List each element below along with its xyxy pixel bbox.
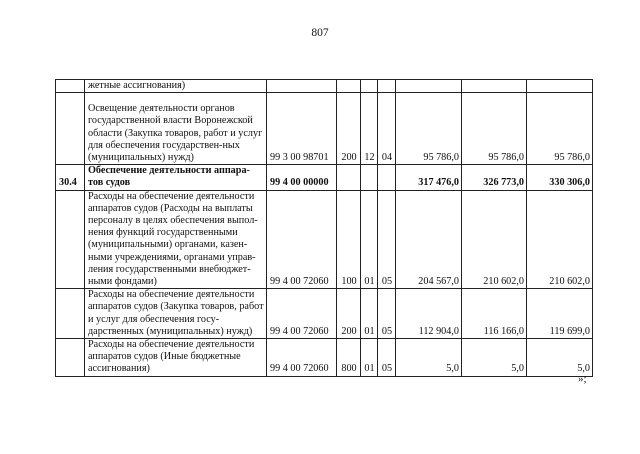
expense-type-cell: 100 (337, 190, 361, 289)
page-number: 807 (311, 27, 329, 39)
target-article-code-cell: 99 3 00 98701 (267, 93, 337, 165)
amount-year1-cell: 95 786,0 (396, 93, 462, 165)
description-cell: Освещение деятельности органов государственной власти Воронежской области (Закупка товаров, работ и услуг для обеспечения государствен-ных (муниципальных) нужд) (85, 93, 267, 165)
section-code-cell (361, 80, 378, 93)
subsection-code-cell: 05 (378, 289, 396, 339)
section-code-cell: 01 (361, 289, 378, 339)
amount-year3-cell: 95 786,0 (527, 93, 593, 165)
target-article-code-cell: 99 4 00 72060 (267, 339, 337, 377)
table-row (56, 93, 593, 165)
section-code-cell: 12 (361, 93, 378, 165)
subsection-code-cell (378, 80, 396, 93)
expense-type-cell (337, 80, 361, 93)
description-cell: Расходы на обеспечение деятельности аппаратов судов (Закупка товаров, работ и услуг для обеспечения госу-дарственных (муниципальных) нужд) (85, 289, 267, 339)
amount-year2-cell: 210 602,0 (462, 190, 527, 289)
section-code-cell: 01 (361, 190, 378, 289)
table-row (56, 165, 593, 190)
expense-type-cell: 800 (337, 339, 361, 377)
section-number-cell (56, 339, 85, 377)
table-row (56, 190, 593, 289)
target-article-code-cell: 99 4 00 00000 (267, 165, 337, 190)
amount-year3-cell: 210 602,0 (527, 190, 593, 289)
amount-year1-cell: 204 567,0 (396, 190, 462, 289)
amount-year3-cell: 5,0 (527, 339, 593, 377)
section-number-cell: 30.4 (56, 165, 85, 190)
amount-year2-cell: 5,0 (462, 339, 527, 377)
subsection-code-cell: 04 (378, 93, 396, 165)
amount-year1-cell: 317 476,0 (396, 165, 462, 190)
section-code-cell: 01 (361, 339, 378, 377)
target-article-code-cell: 99 4 00 72060 (267, 190, 337, 289)
expense-type-cell (337, 165, 361, 190)
amount-year2-cell: 326 773,0 (462, 165, 527, 190)
amount-year3-cell: 119 699,0 (527, 289, 593, 339)
amount-year1-cell (396, 80, 462, 93)
section-number-cell (56, 190, 85, 289)
table-row (56, 289, 593, 339)
amount-year2-cell (462, 80, 527, 93)
section-number-cell (56, 80, 85, 93)
subsection-code-cell: 05 (378, 190, 396, 289)
amount-year1-cell: 5,0 (396, 339, 462, 377)
description-cell: Обеспечение деятельности аппара-тов судов (85, 165, 267, 190)
amount-year2-cell: 116 166,0 (462, 289, 527, 339)
amount-year3-cell (527, 80, 593, 93)
section-code-cell (361, 165, 378, 190)
closing-quote-mark: »; (578, 373, 587, 385)
section-number-cell (56, 289, 85, 339)
subsection-code-cell: 05 (378, 339, 396, 377)
table-row (56, 339, 593, 377)
amount-year2-cell: 95 786,0 (462, 93, 527, 165)
description-cell: Расходы на обеспечение деятельности аппаратов судов (Расходы на выплаты персоналу в целях обеспечения выпол-нения функций государственными (муниципальными) органами, казен-ными учреждениями, органами управ-ления государственными внебюджет-ными фондами) (85, 190, 267, 289)
description-cell: жетные ассигнования) (85, 80, 267, 93)
target-article-code-cell (267, 80, 337, 93)
expense-type-cell: 200 (337, 289, 361, 339)
target-article-code-cell: 99 4 00 72060 (267, 289, 337, 339)
amount-year3-cell: 330 306,0 (527, 165, 593, 190)
section-number-cell (56, 93, 85, 165)
budget-table (55, 79, 593, 377)
description-cell: Расходы на обеспечение деятельности аппаратов судов (Иные бюджетные ассигнования) (85, 339, 267, 377)
expense-type-cell: 200 (337, 93, 361, 165)
table-row (56, 80, 593, 93)
amount-year1-cell: 112 904,0 (396, 289, 462, 339)
subsection-code-cell (378, 165, 396, 190)
